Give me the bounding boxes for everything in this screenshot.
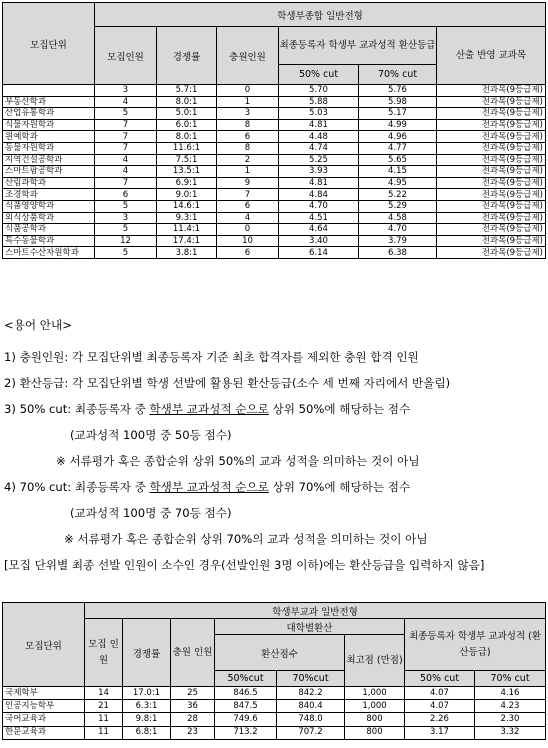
cell-c50: 5.88	[279, 96, 359, 108]
cell-extra: 28	[171, 713, 215, 726]
cell-rate: 8.0:1	[157, 131, 217, 143]
cell-rate: 11.6:1	[157, 142, 217, 154]
cell-subj: 전과목(9등급제)	[437, 166, 546, 178]
cell-g70: 2.30	[475, 713, 546, 726]
cell-recruit: 7	[95, 131, 157, 143]
note-3-prefix: 3) 50% cut: 최종등록자 중	[4, 402, 150, 416]
cell-c70: 4.99	[359, 119, 437, 131]
cell-unit: 국제학부	[3, 687, 85, 700]
cell-extra: 0	[217, 85, 279, 97]
cell-g70: 4.16	[475, 687, 546, 700]
cell-recruit: 11	[85, 726, 123, 739]
cell-rate: 14.6:1	[157, 200, 217, 212]
header-rate: 경쟁률	[157, 27, 217, 85]
note-4-star: ※ 서류평가 혹은 종합순위 상위 70%의 교과 성적을 의미하는 것이 아님	[64, 532, 428, 546]
cell-c50: 6.14	[279, 247, 359, 259]
cell-unit: 지역건설공학과	[3, 154, 95, 166]
note-1: 1) 충원인원: 각 모집단위별 최종등록자 기준 최초 합격자를 제외한 충원 합격 인원	[4, 350, 419, 364]
cell-extra: 6	[217, 247, 279, 259]
cell-unit: 산림과학과	[3, 177, 95, 189]
cell-rate: 5.7:1	[157, 85, 217, 97]
cell-extra: 6	[217, 131, 279, 143]
cell-extra: 9	[217, 177, 279, 189]
cell-extra: 1	[217, 166, 279, 178]
t2-header-g50: 50% cut	[405, 671, 475, 687]
cell-unit: 원예학과	[3, 131, 95, 143]
cell-extra: 8	[217, 119, 279, 131]
note-4	[4, 480, 410, 494]
note-2: 2) 환산등급: 각 모집단위별 학생 선발에 활용된 환산등급(소수 세 번째 자리에서 반올림)	[4, 376, 451, 390]
comprehensive-admission-table	[2, 2, 546, 259]
cell-c50: 4.74	[279, 142, 359, 154]
cell-unit: 인공지능학부	[3, 700, 85, 713]
cell-c50: 4.51	[279, 212, 359, 224]
cell-extra: 2	[217, 154, 279, 166]
cell-s50: 713.2	[215, 726, 277, 739]
cell-subj: 전과목(9등급제)	[437, 212, 546, 224]
cell-c50: 4.81	[279, 177, 359, 189]
cell-subj: 전과목(9등급제)	[437, 131, 546, 143]
cell-rate: 17.0:1	[123, 687, 171, 700]
cell-unit	[3, 85, 95, 97]
cell-c70: 3.79	[359, 235, 437, 247]
cell-recruit: 5	[95, 224, 157, 236]
cell-extra: 10	[217, 235, 279, 247]
cell-subj: 전과목(9등급제)	[437, 108, 546, 120]
note-4-prefix: 4) 70% cut: 최종등록자 중	[4, 480, 150, 494]
cell-c70: 4.15	[359, 166, 437, 178]
cell-subj: 전과목(9등급제)	[437, 96, 546, 108]
cell-extra: 23	[171, 726, 215, 739]
cell-recruit: 5	[95, 200, 157, 212]
cell-s50: 749.6	[215, 713, 277, 726]
t2-header-final: 최종등록자 학생부 교과성적 (환산등급)	[405, 619, 546, 671]
cell-rate: 7.5:1	[157, 154, 217, 166]
header-recruit: 모집인원	[95, 27, 157, 85]
cell-rate: 6.0:1	[157, 119, 217, 131]
cell-g50: 2.26	[405, 713, 475, 726]
cell-rate: 9.0:1	[157, 189, 217, 201]
cell-subj: 전과목(9등급제)	[437, 224, 546, 236]
cell-s70: 842.2	[277, 687, 345, 700]
cell-unit: 특수동물학과	[3, 235, 95, 247]
cell-c70: 5.76	[359, 85, 437, 97]
cell-rate: 3.8:1	[157, 247, 217, 259]
cell-max: 800	[345, 713, 405, 726]
note-4-suffix: 상위 70%에 해당하는 점수	[268, 480, 411, 494]
cell-extra: 4	[217, 212, 279, 224]
cell-rate: 5.0:1	[157, 108, 217, 120]
note-3	[4, 402, 410, 416]
cell-unit: 국어교육과	[3, 713, 85, 726]
cell-s70: 840.4	[277, 700, 345, 713]
note-3-sub: (교과성적 100명 중 50등 점수)	[70, 428, 232, 442]
cell-c70: 4.77	[359, 142, 437, 154]
cell-g50: 4.07	[405, 687, 475, 700]
header-grade-group: 최종등록자 학생부 교과성적 환산등급	[279, 27, 437, 65]
cell-unit: 외식상품학과	[3, 212, 95, 224]
cell-c50: 5.03	[279, 108, 359, 120]
note-3-underline: 학생부 교과성적 순으로	[149, 402, 269, 416]
cell-subj: 전과목(9등급제)	[437, 200, 546, 212]
cell-rate: 9.3:1	[157, 212, 217, 224]
table-row	[3, 726, 546, 739]
cell-unit: 식품공학과	[3, 224, 95, 236]
cell-rate: 6.9:1	[157, 177, 217, 189]
cell-c70: 5.17	[359, 108, 437, 120]
cell-rate: 13.5:1	[157, 166, 217, 178]
t2-header-score: 환산점수	[215, 635, 345, 671]
t2-header-max: 최고점 (만점)	[345, 635, 405, 687]
table-row	[3, 700, 546, 713]
cell-rate: 8.0:1	[157, 96, 217, 108]
cell-extra: 0	[217, 224, 279, 236]
table2-body	[3, 687, 546, 740]
cell-rate: 6.8:1	[123, 726, 171, 739]
cell-recruit: 3	[95, 85, 157, 97]
cell-c50: 3.40	[279, 235, 359, 247]
cell-extra: 6	[217, 200, 279, 212]
cell-subj: 전과목(9등급제)	[437, 85, 546, 97]
cell-recruit: 14	[85, 687, 123, 700]
note-3-star: ※ 서류평가 혹은 종합순위 상위 50%의 교과 성적을 의미하는 것이 아님	[56, 454, 420, 468]
table-title: 학생부종합 일반전형	[95, 3, 546, 27]
table-row	[3, 154, 546, 166]
table-row	[3, 108, 546, 120]
cell-s70: 748.0	[277, 713, 345, 726]
cell-recruit: 7	[95, 119, 157, 131]
cell-extra: 7	[217, 189, 279, 201]
cell-unit: 부동산학과	[3, 96, 95, 108]
cell-c70: 4.95	[359, 177, 437, 189]
t2-header-s70: 70%cut	[277, 671, 345, 687]
cell-c50: 3.93	[279, 166, 359, 178]
t2-header-extra: 충원 인원	[171, 619, 215, 687]
cell-subj: 전과목(9등급제)	[437, 189, 546, 201]
cell-c70: 5.65	[359, 154, 437, 166]
cell-c70: 5.98	[359, 96, 437, 108]
note-4-underline: 학생부 교과성적 순으로	[149, 480, 269, 494]
header-extra: 충원인원	[217, 27, 279, 85]
table-row	[3, 166, 546, 178]
cell-subj: 전과목(9등급제)	[437, 119, 546, 131]
table-row	[3, 235, 546, 247]
note-5: [모집 단위별 최종 선발 인원이 소수인 경우(선발인원 3명 이하)에는 환산등급을 입력하지 않음]	[4, 558, 485, 572]
cell-c50: 4.84	[279, 189, 359, 201]
cell-c50: 5.70	[279, 85, 359, 97]
table-row	[3, 177, 546, 189]
note-3-suffix: 상위 50%에 해당하는 점수	[268, 402, 411, 416]
header-unit: 모집단위	[3, 3, 95, 85]
header-reflect: 산출 반영 교과목	[437, 27, 546, 85]
table-row	[3, 85, 546, 97]
cell-extra: 1	[217, 96, 279, 108]
t2-header-univ: 대학별환산	[215, 619, 405, 635]
cell-s70: 707.2	[277, 726, 345, 739]
cell-c70: 5.29	[359, 200, 437, 212]
table-row	[3, 713, 546, 726]
table-row	[3, 224, 546, 236]
table-row	[3, 142, 546, 154]
cell-recruit: 6	[95, 189, 157, 201]
t2-header-s50: 50%cut	[215, 671, 277, 687]
cell-recruit: 4	[95, 154, 157, 166]
cell-unit: 동물자원학과	[3, 142, 95, 154]
cell-rate: 17.4:1	[157, 235, 217, 247]
table-row	[3, 247, 546, 259]
cell-extra: 25	[171, 687, 215, 700]
cell-s50: 847.5	[215, 700, 277, 713]
cell-c70: 5.22	[359, 189, 437, 201]
t2-header-recruit: 모집 인원	[85, 619, 123, 687]
cell-c50: 4.48	[279, 131, 359, 143]
table-row	[3, 119, 546, 131]
cell-c70: 4.96	[359, 131, 437, 143]
glossary-heading: <용어 안내>	[4, 318, 72, 332]
subject-admission-table	[2, 602, 546, 740]
table-row	[3, 189, 546, 201]
table-row	[3, 96, 546, 108]
cell-recruit: 4	[95, 96, 157, 108]
note-4-sub: (교과성적 100명 중 70등 점수)	[70, 506, 232, 520]
cell-subj: 전과목(9등급제)	[437, 247, 546, 259]
t2-title: 학생부교과 일반전형	[85, 603, 546, 619]
cell-g50: 4.07	[405, 700, 475, 713]
cell-unit: 스마트수산자원학과	[3, 247, 95, 259]
cell-g50: 3.17	[405, 726, 475, 739]
cell-recruit: 7	[95, 177, 157, 189]
cell-max: 1,000	[345, 687, 405, 700]
cell-subj: 전과목(9등급제)	[437, 142, 546, 154]
cell-recruit: 12	[95, 235, 157, 247]
cell-unit: 한문교육과	[3, 726, 85, 739]
cell-unit: 조경학과	[3, 189, 95, 201]
cell-rate: 6.3:1	[123, 700, 171, 713]
cell-recruit: 7	[95, 142, 157, 154]
cell-rate: 11.4:1	[157, 224, 217, 236]
cell-c50: 5.25	[279, 154, 359, 166]
cell-extra: 8	[217, 142, 279, 154]
cell-extra: 3	[217, 108, 279, 120]
cell-subj: 전과목(9등급제)	[437, 154, 546, 166]
cell-g70: 4.23	[475, 700, 546, 713]
cell-c70: 6.38	[359, 247, 437, 259]
table-row	[3, 212, 546, 224]
table1-body	[3, 85, 546, 259]
table-row	[3, 131, 546, 143]
cell-c50: 4.64	[279, 224, 359, 236]
header-70cut: 70% cut	[359, 65, 437, 85]
cell-s50: 846.5	[215, 687, 277, 700]
cell-rate: 9.8:1	[123, 713, 171, 726]
table-row	[3, 200, 546, 212]
cell-unit: 식물자원학과	[3, 119, 95, 131]
cell-max: 1,000	[345, 700, 405, 713]
cell-g70: 3.32	[475, 726, 546, 739]
cell-extra: 36	[171, 700, 215, 713]
cell-c70: 4.58	[359, 212, 437, 224]
header-50cut: 50% cut	[279, 65, 359, 85]
cell-subj: 전과목(9등급제)	[437, 235, 546, 247]
cell-c50: 4.81	[279, 119, 359, 131]
cell-recruit: 4	[95, 166, 157, 178]
cell-c50: 4.70	[279, 200, 359, 212]
cell-recruit: 11	[85, 713, 123, 726]
cell-unit: 스마트팜공학과	[3, 166, 95, 178]
cell-recruit: 21	[85, 700, 123, 713]
cell-recruit: 3	[95, 212, 157, 224]
cell-unit: 산업유통학과	[3, 108, 95, 120]
table-row	[3, 687, 546, 700]
t2-header-unit: 모집단위	[3, 603, 85, 687]
cell-max: 800	[345, 726, 405, 739]
cell-subj: 전과목(9등급제)	[437, 177, 546, 189]
cell-recruit: 5	[95, 247, 157, 259]
t2-header-g70: 70% cut	[475, 671, 546, 687]
cell-unit: 식품영양학과	[3, 200, 95, 212]
cell-c70: 4.70	[359, 224, 437, 236]
t2-header-rate: 경쟁률	[123, 619, 171, 687]
cell-recruit: 5	[95, 108, 157, 120]
